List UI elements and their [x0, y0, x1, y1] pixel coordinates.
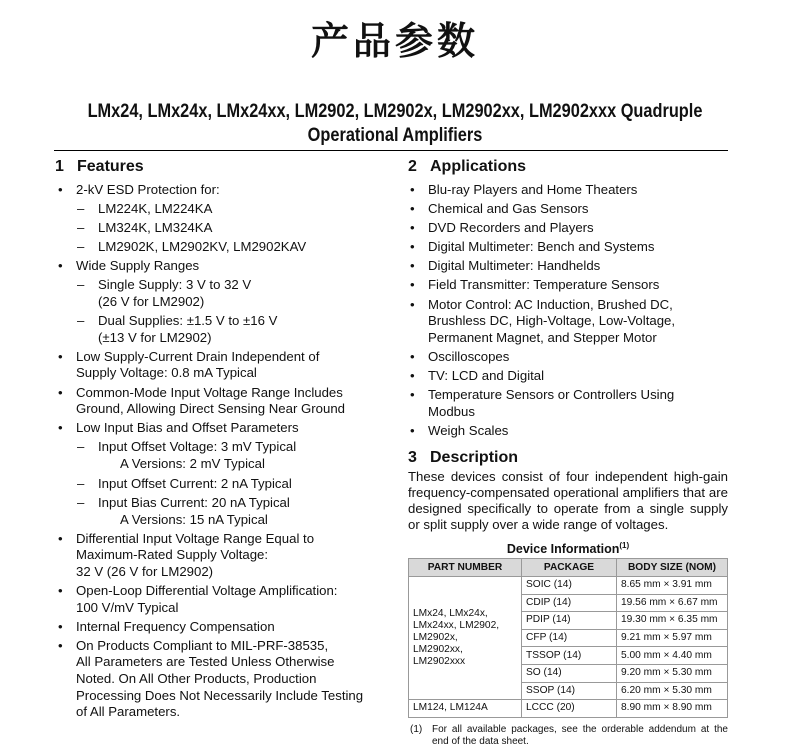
package-cell: CDIP (14) [522, 594, 617, 612]
table-row [409, 577, 728, 595]
application-item: • Motor Control: AC Induction, Brushed DC, Brushless DC, High-Voltage, Low-Voltage, Permanent Magnet, and Stepper Motor [408, 297, 738, 347]
application-item: • Digital Multimeter: Handhelds [408, 258, 738, 275]
application-item: • Oscilloscopes [408, 349, 738, 366]
applications-title: Applications [430, 158, 527, 175]
feature-subnote: A Versions: 15 nA Typical [120, 511, 268, 527]
footnote-mark: (1) [410, 724, 423, 735]
feature-item: • On Products Compliant to MIL-PRF-38535, All Parameters are Tested Unless Otherwise Noted. On All Other Products, Production Processing Does Not Necessarily Include Testing of All Parameters. [56, 638, 396, 721]
feature-subitem: – LM224K, LM224KA [56, 201, 396, 218]
application-item: • Chemical and Gas Sensors [408, 201, 738, 218]
application-item: • DVD Recorders and Players [408, 220, 738, 237]
document-title [55, 100, 734, 148]
package-cell: SSOP (14) [522, 682, 617, 700]
feature-item: • Differential Input Voltage Range Equal to Maximum-Rated Supply Voltage: 32 V (26 V for LM2902) [56, 531, 396, 581]
application-item: • Temperature Sensors or Controllers Using Modbus [408, 387, 738, 420]
table-header-row [409, 559, 728, 577]
package-cell: CFP (14) [522, 629, 617, 647]
feature-subitem: – Single Supply: 3 V to 32 V (26 V for LM2902) [56, 277, 396, 310]
features-list [56, 182, 396, 723]
footnote [408, 724, 728, 748]
feature-subnote: A Versions: 2 mV Typical [120, 456, 265, 472]
features-heading [55, 158, 144, 176]
device-info-caption [408, 541, 728, 556]
package-cell: TSSOP (14) [522, 647, 617, 665]
title-divider [54, 150, 728, 151]
description-heading [408, 449, 518, 467]
feature-item: • Internal Frequency Compensation [56, 619, 396, 636]
application-item: • Field Transmitter: Temperature Sensors [408, 277, 738, 294]
features-number: 1 [55, 158, 64, 175]
application-item: • Blu-ray Players and Home Theaters [408, 182, 738, 199]
feature-subitem: – Input Bias Current: 20 nA Typical [56, 495, 396, 512]
table-row [409, 700, 728, 718]
body-size-cell: 6.20 mm × 5.30 mm [617, 682, 728, 700]
body-size-cell: 9.20 mm × 5.30 mm [617, 664, 728, 682]
feature-subitem: – Input Offset Voltage: 3 mV Typical [56, 439, 396, 456]
feature-item: • Low Supply-Current Drain Independent of Supply Voltage: 0.8 mA Typical [56, 349, 396, 382]
device-info-caption-text: Device Information [506, 542, 620, 557]
package-cell: SOIC (14) [522, 577, 617, 595]
applications-list [408, 182, 738, 442]
feature-subitem: – Input Offset Current: 2 nA Typical [56, 476, 396, 493]
application-item: • TV: LCD and Digital [408, 368, 738, 385]
column-header-body-size: BODY SIZE (NOM) [617, 559, 728, 577]
description-number: 3 [408, 449, 417, 466]
body-size-cell: 19.56 mm × 6.67 mm [617, 594, 728, 612]
feature-item: • Open-Loop Differential Voltage Amplification: 100 V/mV Typical [56, 583, 396, 616]
applications-number: 2 [408, 158, 417, 175]
feature-item: • 2-kV ESD Protection for: [56, 182, 396, 199]
feature-subitem: – LM324K, LM324KA [56, 220, 396, 237]
feature-item: • Common-Mode Input Voltage Range Includes Ground, Allowing Direct Sensing Near Ground [56, 385, 396, 418]
features-title: Features [77, 158, 144, 175]
feature-subitem: – LM2902K, LM2902KV, LM2902KAV [56, 239, 396, 256]
feature-item: • Wide Supply Ranges [56, 258, 396, 275]
package-cell: PDIP (14) [522, 612, 617, 630]
description-text: These devices consist of four independent high-gain frequency-compensated operational amplifiers that are designed specifically to operate from a single supply or split supply over a wide range of voltages. [408, 469, 728, 532]
feature-subitem: – Dual Supplies: ±1.5 V to ±16 V (±13 V for LM2902) [56, 313, 396, 346]
applications-heading [408, 158, 526, 176]
body-size-cell: 19.30 mm × 6.35 mm [617, 612, 728, 630]
application-item: • Weigh Scales [408, 423, 738, 440]
document-title-line1: LMx24, LMx24x, LMx24xx, LM2902, LM2902x, LM2902xx, LM2902xxx Quadruple [87, 101, 703, 122]
column-header-part-number: PART NUMBER [409, 559, 522, 577]
application-item: • Digital Multimeter: Bench and Systems [408, 239, 738, 256]
device-info-table [408, 558, 728, 718]
page-title: 产品参数 [310, 19, 479, 63]
document-title-line2: Operational Amplifiers [307, 125, 483, 146]
part-number-cell: LMx24, LMx24x, LMx24xx, LM2902, LM2902x, LM2902xx, LM2902xxx [409, 577, 522, 700]
device-info-caption-note: (1) [619, 541, 630, 550]
footnote-text: For all available packages, see the orderable addendum at the end of the data sheet. [432, 724, 728, 747]
column-header-package: PACKAGE [522, 559, 617, 577]
body-size-cell: 5.00 mm × 4.40 mm [617, 647, 728, 665]
package-cell: LCCC (20) [522, 700, 617, 718]
body-size-cell: 8.65 mm × 3.91 mm [617, 577, 728, 595]
feature-item: • Low Input Bias and Offset Parameters [56, 420, 396, 437]
body-size-cell: 9.21 mm × 5.97 mm [617, 629, 728, 647]
body-size-cell: 8.90 mm × 8.90 mm [617, 700, 728, 718]
package-cell: SO (14) [522, 664, 617, 682]
description-title: Description [430, 449, 519, 466]
part-number-cell: LM124, LM124A [409, 700, 522, 718]
